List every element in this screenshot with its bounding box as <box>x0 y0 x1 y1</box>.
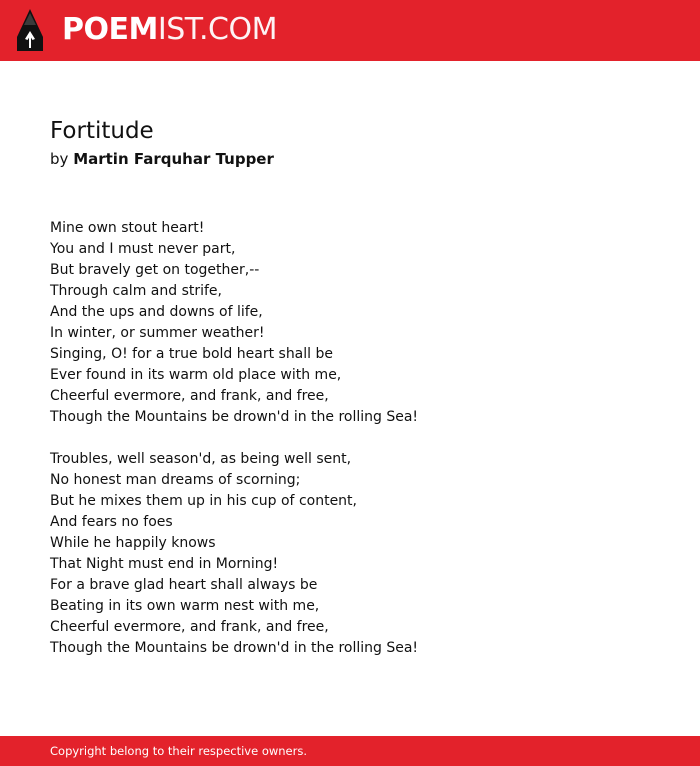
author-name[interactable]: Martin Farquhar Tupper <box>73 150 274 168</box>
pencil-nib-icon[interactable] <box>17 9 43 51</box>
copyright-notice: Copyright belong to their respective owners. <box>50 744 308 758</box>
poem-line: But he mixes them up in his cup of content, <box>50 493 357 509</box>
poem-line: And the ups and downs of life, <box>50 304 263 320</box>
poem-title: Fortitude <box>50 118 154 144</box>
stanza-1 <box>50 218 650 428</box>
site-logo[interactable] <box>62 13 277 47</box>
poem-line: For a brave glad heart shall always be <box>50 577 318 593</box>
poem-line: Through calm and strife, <box>50 283 222 299</box>
poem-line: You and I must never part, <box>50 241 236 257</box>
by-label: by <box>50 150 69 168</box>
poem-line: Though the Mountains be drown'd in the rolling Sea! <box>50 409 419 425</box>
logo-bold-text: POEM <box>62 12 158 47</box>
site-footer <box>0 736 700 766</box>
poem-line: No honest man dreams of scorning; <box>50 472 301 488</box>
poem-line: Troubles, well season'd, as being well sent, <box>50 451 352 467</box>
poem-line: Singing, O! for a true bold heart shall be <box>50 346 333 362</box>
poem-line: Mine own stout heart! <box>50 220 205 236</box>
poem-line: Beating in its own warm nest with me, <box>50 598 320 614</box>
poem-body <box>50 218 650 680</box>
logo-light-text: IST.COM <box>157 12 277 47</box>
site-header <box>0 0 700 61</box>
poem-line: But bravely get on together,-- <box>50 262 260 278</box>
poem-line: In winter, or summer weather! <box>50 325 265 341</box>
poem-line: Ever found in its warm old place with me, <box>50 367 342 383</box>
poem-line: While he happily knows <box>50 535 216 551</box>
poem-line: Though the Mountains be drown'd in the rolling Sea! <box>50 640 419 656</box>
poem-line: And fears no foes <box>50 514 173 530</box>
poem-line: That Night must end in Morning! <box>50 556 279 572</box>
poem-line: Cheerful evermore, and frank, and free, <box>50 619 329 635</box>
byline <box>50 149 274 169</box>
poem-line: Cheerful evermore, and frank, and free, <box>50 388 329 404</box>
stanza-2 <box>50 449 650 659</box>
